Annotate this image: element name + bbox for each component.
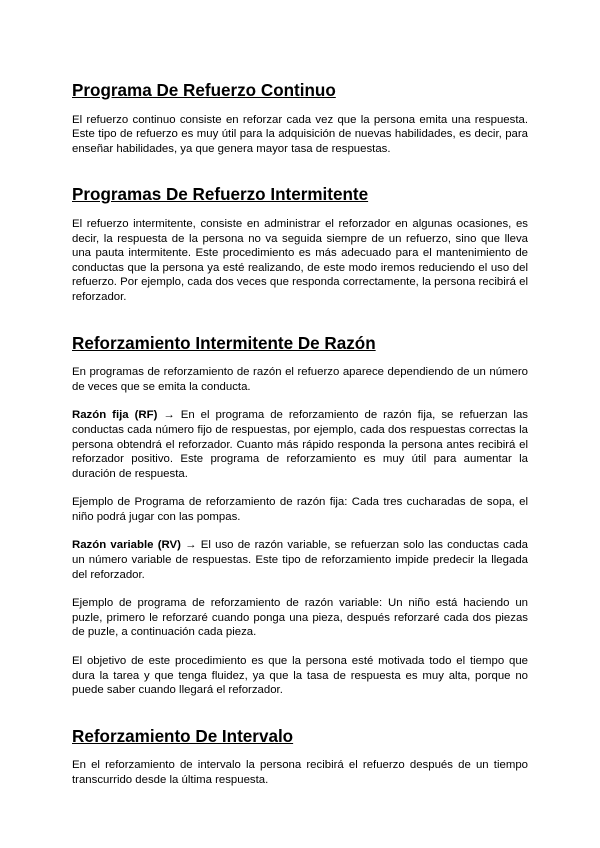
paragraph-razon-variable — [72, 538, 528, 582]
razon-fija-text: En el programa de reforzamiento de razón fija, se refuerzan las conductas cada número fijo de respuestas, por ejemplo, cada dos respuestas correctas la persona obtendrá el reforzador. Cuanto más rápido responda la persona antes recibirá el reforzador positivo. Este programa de reforzamiento es muy útil para aumentar la duración de respuesta. — [72, 409, 528, 480]
paragraph-intervalo: En el reforzamiento de intervalo la persona recibirá el refuerzo después de un tiempo transcurrido desde la última respuesta. — [72, 759, 528, 786]
paragraph-refuerzo-intermitente: El refuerzo intermitente, consiste en administrar el reforzador en algunas ocasiones, es decir, la respuesta de la persona no va seguida siempre de un refuerzo, sino que lleva una pauta intermitente. Este procedimiento es más adecuado para el mantenimiento de conductas que la persona ya esté realizando, de este modo iremos reduciendo el uso del refuerzo. Por ejemplo, cada dos veces que responda correctamente, la persona recibirá el reforzador. — [72, 217, 528, 303]
paragraph-razon-variable-example: Ejemplo de programa de reforzamiento de razón variable: Un niño está haciendo un puzle, primero le reforzaré cuando ponga una pieza, después reforzaré cada dos piezas de puzle, a continuación cada pieza. — [72, 597, 528, 639]
paragraph-razon-fija-example: Ejemplo de Programa de reforzamiento de razón fija: Cada tres cucharadas de sopa, el niño podrá jugar con las pompas. — [72, 496, 528, 523]
paragraph-razon-fija — [72, 408, 528, 481]
section-heading-refuerzo-intermitente: Programas De Refuerzo Intermitente — [72, 185, 369, 205]
paragraph-objetivo: El objetivo de este procedimiento es que la persona esté motivada todo el tiempo que dura la tarea y que tenga fluidez, ya que la tasa de respuesta es muy alta, porque no puede saber cuando llegará el reforzador. — [72, 655, 528, 697]
paragraph-razon-intro: En programas de reforzamiento de razón el refuerzo aparece dependiendo de un número de veces que se emita la conducta. — [72, 366, 528, 393]
term-razon-variable: Razón variable (RV) — [72, 539, 181, 552]
document-body — [72, 81, 529, 788]
paragraph-refuerzo-continuo: El refuerzo continuo consiste en reforzar cada vez que la persona emita una respuesta. Este tipo de refuerzo es muy útil para la adquisición de nuevas habilidades, es decir, para enseñar habilidades, ya que genera mayor tasa de respuestas. — [72, 113, 528, 155]
section-heading-razon: Reforzamiento Intermitente De Razón — [72, 333, 376, 353]
arrow-icon: → — [157, 409, 181, 422]
section-heading-refuerzo-continuo: Programa De Refuerzo Continuo — [72, 81, 336, 100]
arrow-icon: → — [180, 539, 201, 552]
section-heading-intervalo: Reforzamiento De Intervalo — [72, 726, 294, 746]
razon-variable-text: El uso de razón variable, se refuerzan solo las conductas cada un número variable de respuestas. Este tipo de reforzamiento impide predecir la llegada del reforzador. — [72, 539, 529, 581]
term-razon-fija: Razón fija (RF) — [72, 409, 158, 422]
